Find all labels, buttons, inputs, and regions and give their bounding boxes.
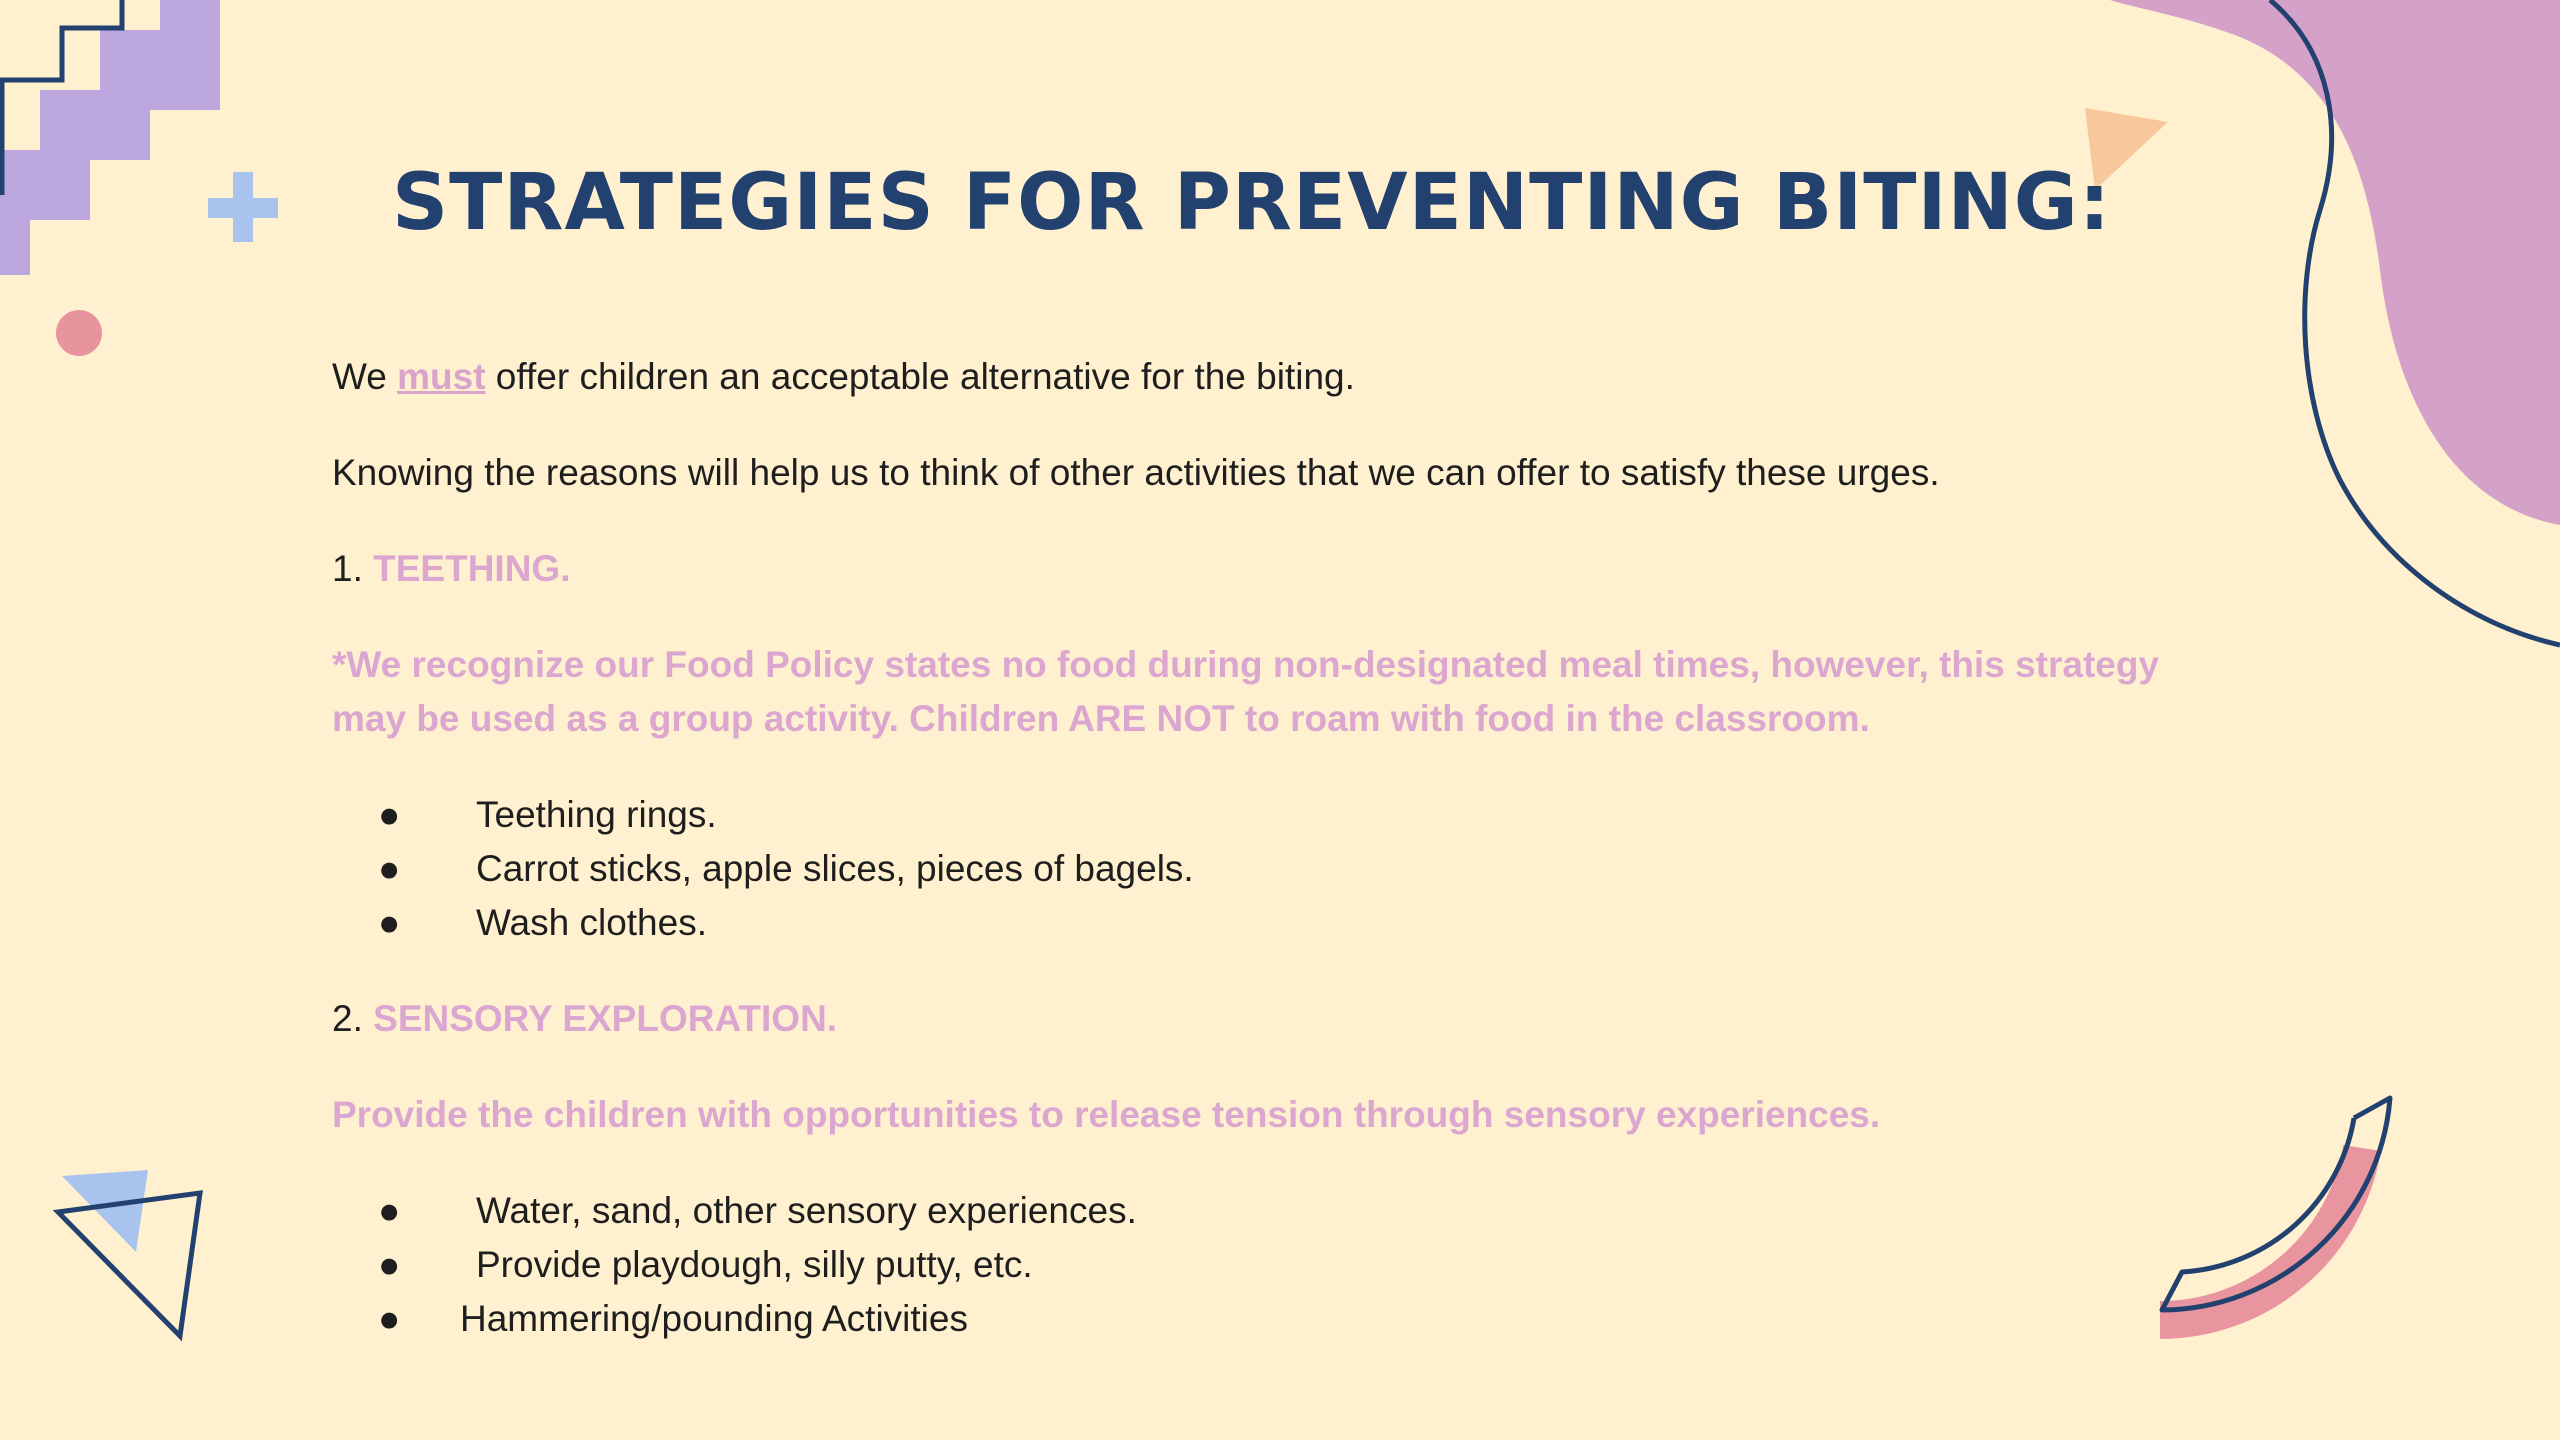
bullet-icon: ● [378,1244,401,1285]
list-item [332,1292,2162,1346]
bullet-icon: ● [378,794,401,835]
slide-content [332,350,2162,1388]
section1-note: *We recognize our Food Policy states no food during non-designated meal times, however, this strategy may be used as a group activity. Children ARE NOT to roam with food in the classroom. [332,644,2160,739]
section2-note: Provide the children with opportunities to release tension through sensory experiences. [332,1094,1881,1135]
list-item-text: Teething rings. [476,794,717,835]
list-item [332,1184,2162,1238]
slide-title: STRATEGIES FOR PREVENTING BITING: [392,158,2112,248]
list-item-text: Wash clothes. [476,902,707,943]
section1-heading [332,542,2162,596]
list-item-text: Provide playdough, silly putty, etc. [476,1244,1033,1285]
section2-list [332,1184,2162,1346]
intro-emphasis: must [397,356,486,397]
list-item [332,842,2162,896]
section1-list [332,788,2162,950]
list-item-text: Carrot sticks, apple slices, pieces of bagels. [476,848,1194,889]
section1-number: 1. [332,548,374,589]
list-item-text: Water, sand, other sensory experiences. [476,1190,1137,1231]
section1-title: TEETHING. [373,548,571,589]
list-item [332,896,2162,950]
blob-shape [2110,0,2560,525]
intro-before: We [332,356,398,397]
section2-number: 2. [332,998,374,1039]
intro-paragraph [332,350,2162,404]
reasons-paragraph: Knowing the reasons will help us to think of other activities that we can offer to satisfy these urges. [332,452,1940,493]
list-item-text: Hammering/pounding Activities [460,1298,968,1339]
list-item [332,1238,2162,1292]
section2-title: SENSORY EXPLORATION. [373,998,838,1039]
bullet-icon: ● [378,848,401,889]
plus-icon [208,172,278,242]
bullet-icon: ● [378,902,401,943]
dot-shape [56,310,102,356]
intro-after: offer children an acceptable alternative for the biting. [485,356,1355,397]
arc-outline [2162,1098,2390,1310]
bullet-icon: ● [378,1298,401,1339]
bullet-icon: ● [378,1190,401,1231]
list-item [332,788,2162,842]
section2-heading [332,992,2162,1046]
zigzag-shape [0,0,220,275]
